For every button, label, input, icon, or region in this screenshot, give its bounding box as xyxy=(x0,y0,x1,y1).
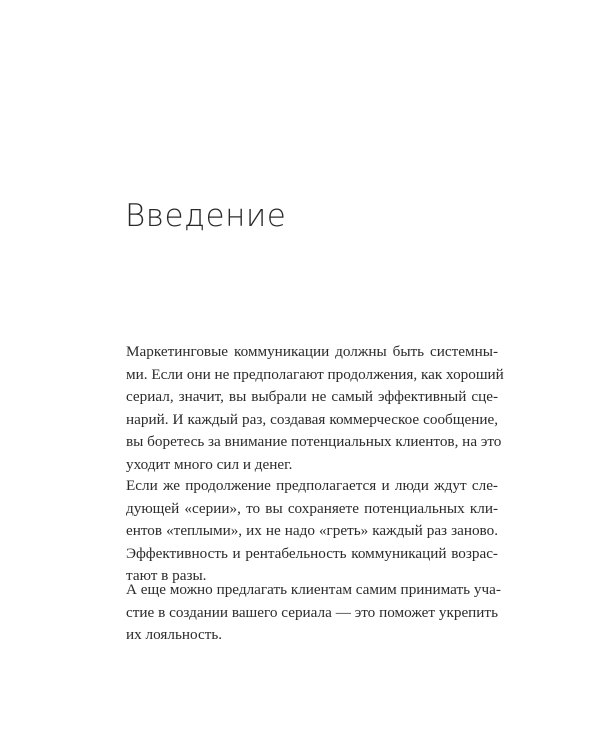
paragraph-1 xyxy=(126,341,504,477)
text-line: Эффективность и рентабельность коммуникаций возрас- xyxy=(126,544,498,562)
text-line: тают в разы. xyxy=(126,567,207,585)
text-line: ентов «теплыми», их не надо «греть» каждый раз заново. xyxy=(126,522,498,540)
chapter-title: Введение xyxy=(125,198,287,234)
paragraph-2 xyxy=(126,475,498,588)
paragraph-3 xyxy=(126,579,501,647)
text-line: нарий. И каждый раз, создавая коммерческое сообщение, xyxy=(126,410,498,428)
text-line: сериал, значит, вы выбрали не самый эффективный сце- xyxy=(126,388,498,406)
text-line: Маркетинговые коммуникации должны быть системны- xyxy=(126,343,498,360)
text-line: стие в создании вашего сериала — это поможет укрепить xyxy=(126,603,498,621)
text-line: Если же продолжение предполагается и люди ждут сле- xyxy=(126,477,498,494)
text-line: вы боретесь за внимание потенциальных клиентов, на это xyxy=(126,433,502,451)
text-line: ми. Если они не предполагают продолжения, как хороший xyxy=(126,365,504,383)
text-line: А еще можно предлагать клиентам самим принимать уча- xyxy=(126,581,501,598)
text-line: их лояльность. xyxy=(126,626,223,644)
text-line: уходит много сил и денег. xyxy=(126,455,293,473)
text-line: дующей «серии», то вы сохраняете потенциальных кли- xyxy=(126,499,498,517)
